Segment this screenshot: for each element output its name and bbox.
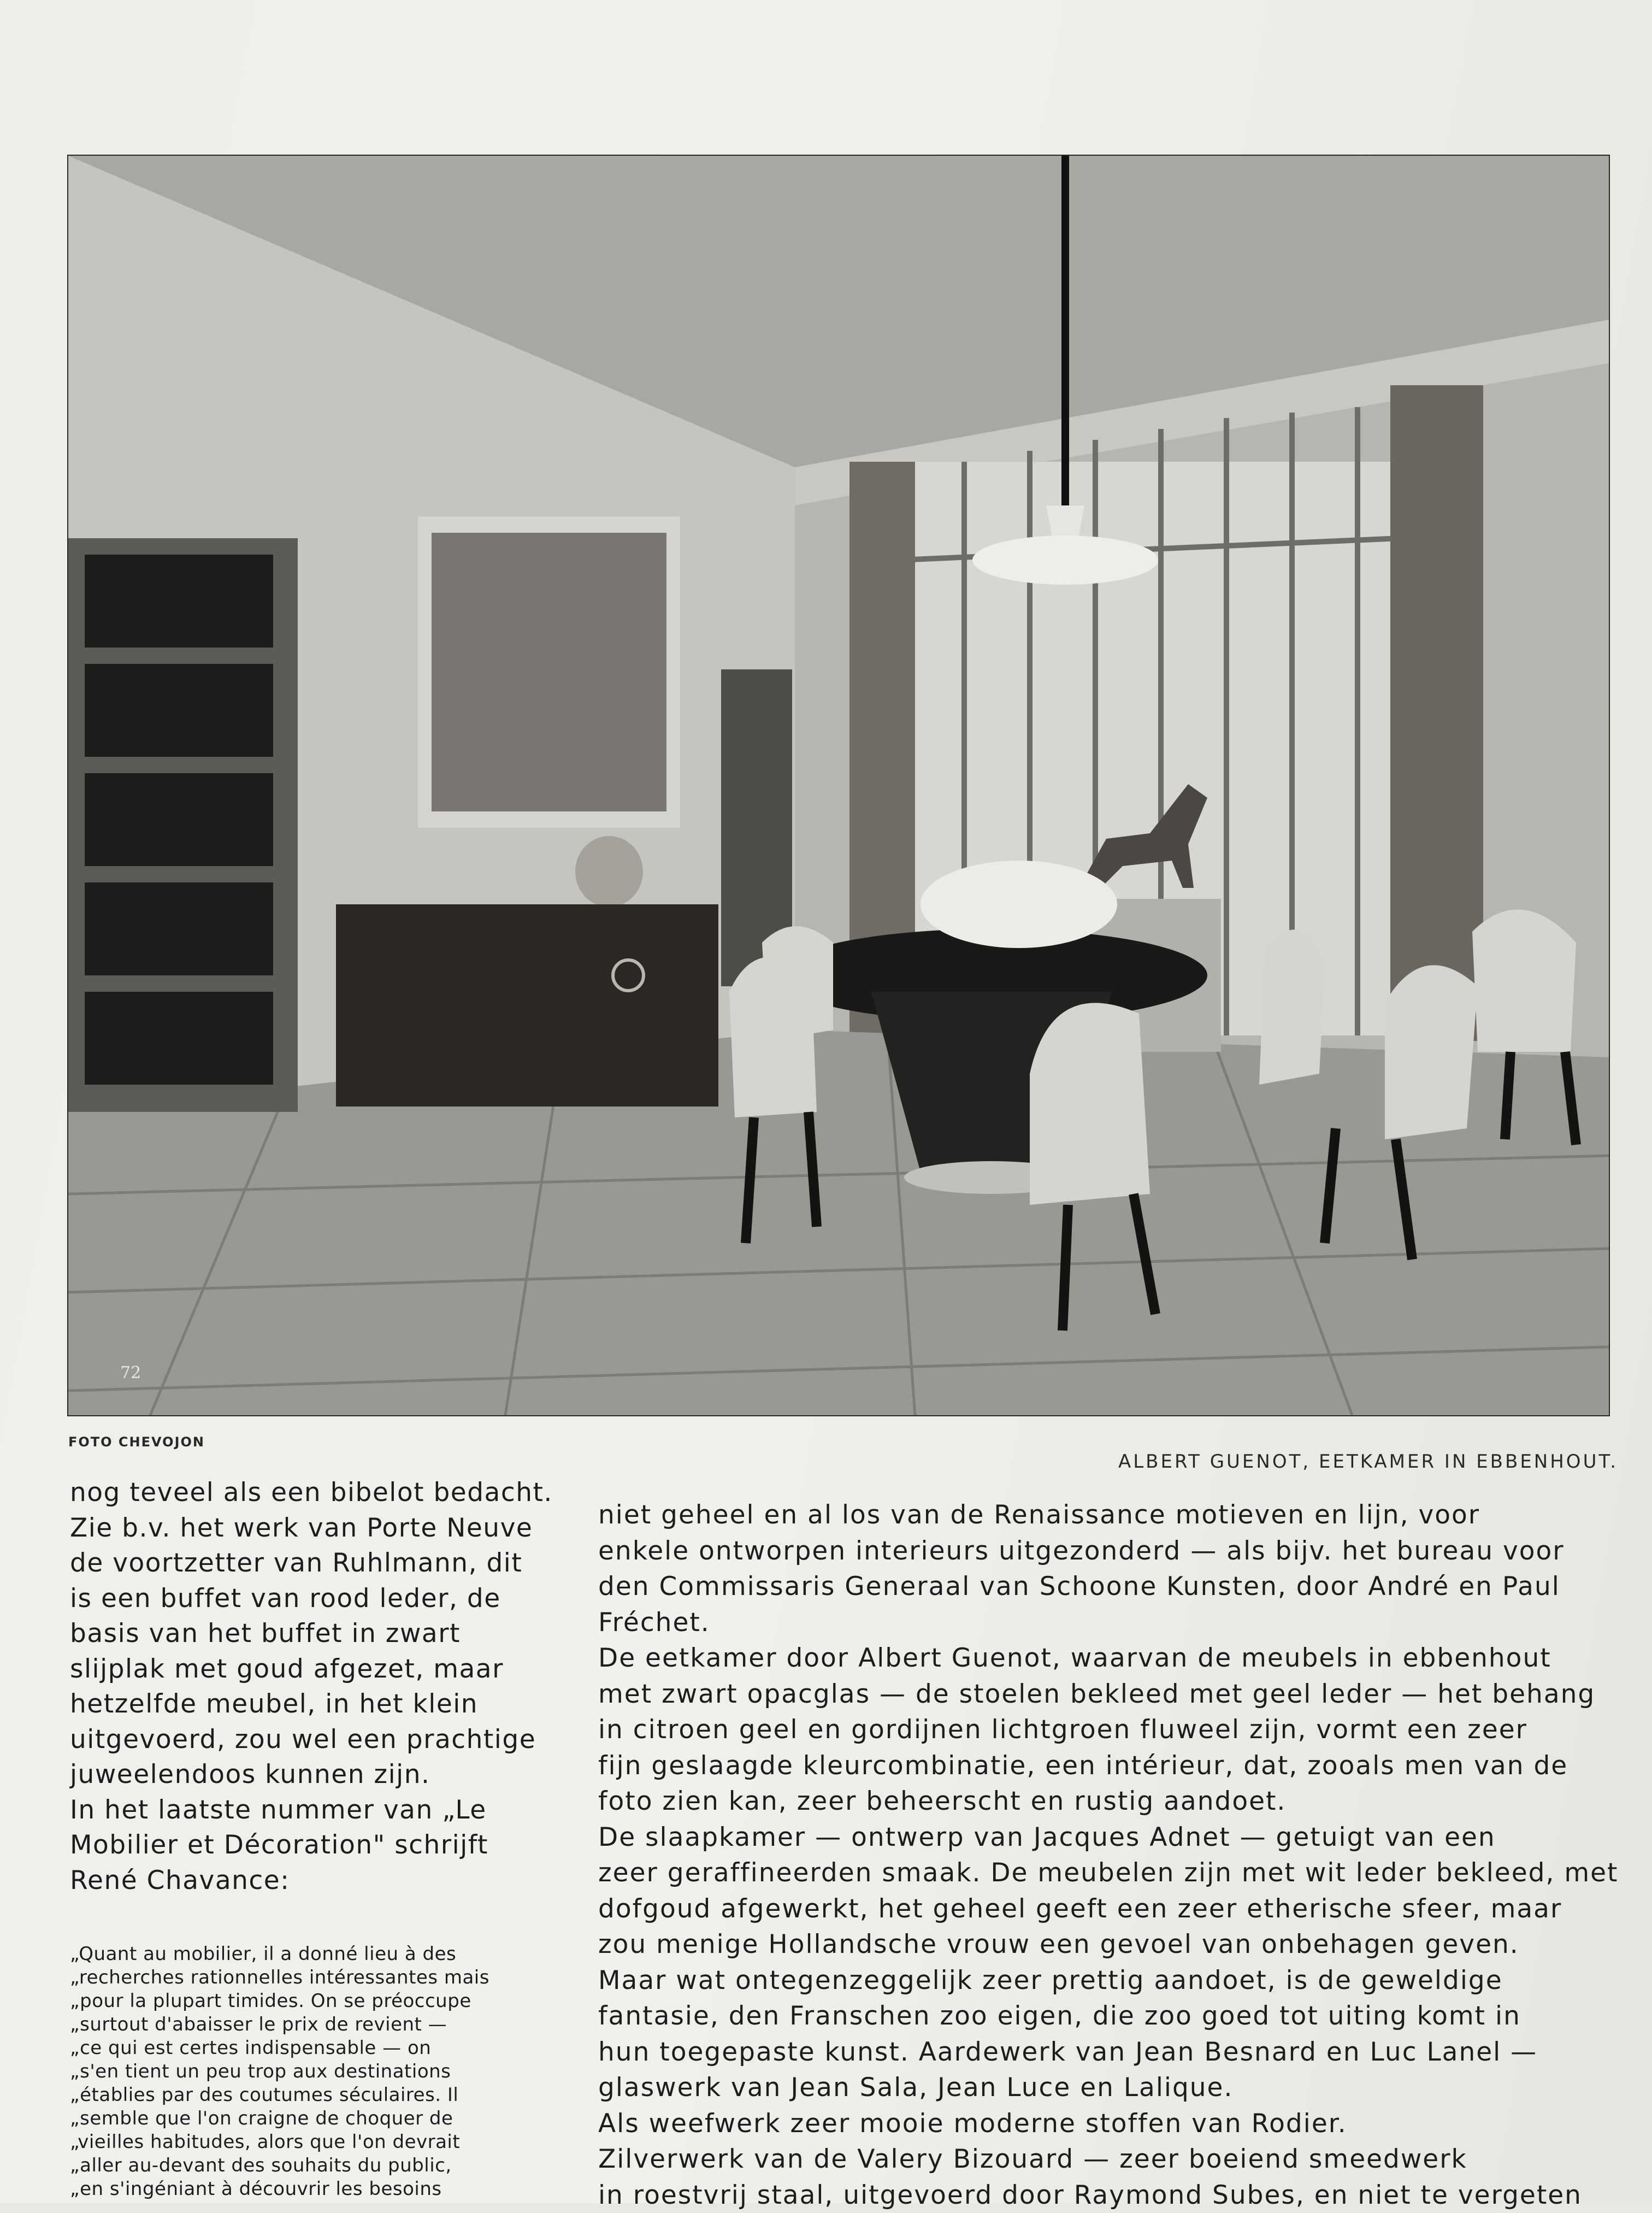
- quote-line: „surtout d'abaisser le prix de revient —: [70, 2013, 562, 2037]
- text-line: nog teveel als een bibelot bedacht.: [70, 1475, 559, 1511]
- quote-line: „vieilles habitudes, alors que l'on devrait: [70, 2130, 562, 2154]
- right-column-text: [598, 1497, 1614, 2213]
- french-quote: [70, 1943, 562, 2201]
- text-line: uitgevoerd, zou wel een prachtige: [70, 1722, 559, 1758]
- text-line: in citroen geel en gordijnen lichtgroen fluweel zijn, vormt een zeer: [598, 1712, 1614, 1748]
- text-line: Mobilier et Décoration" schrijft: [70, 1828, 559, 1863]
- text-line: fijn geslaagde kleurcombinatie, een intérieur, dat, zooals men van de: [598, 1748, 1614, 1784]
- quote-line: „recherches rationnelles intéressantes mais: [70, 1966, 562, 1990]
- text-line: glaswerk van Jean Sala, Jean Luce en Lalique.: [598, 2070, 1614, 2106]
- dining-room-photo-drawing: [68, 156, 1609, 1415]
- quote-line: „s'en tient un peu trop aux destinations: [70, 2060, 562, 2083]
- text-line: In het laatste nummer van „Le: [70, 1793, 559, 1828]
- text-line: fantasie, den Franschen zoo eigen, die zoo goed tot uiting komt in: [598, 1998, 1614, 2034]
- text-line: juweelendoos kunnen zijn.: [70, 1757, 559, 1793]
- text-line: De slaapkamer — ontwerp van Jacques Adnet — getuigt van een: [598, 1820, 1614, 1856]
- text-line: hun toegepaste kunst. Aardewerk van Jean Besnard en Luc Lanel —: [598, 2034, 1614, 2070]
- photo-caption: ALBERT GUENOT, EETKAMER IN EBBENHOUT.: [1118, 1451, 1618, 1473]
- text-line: de voortzetter van Ruhlmann, dit: [70, 1546, 559, 1581]
- text-line: den Commissaris Generaal van Schoone Kunsten, door André en Paul: [598, 1569, 1614, 1605]
- plate-number: 72: [120, 1363, 141, 1382]
- text-line: Maar wat ontegenzeggelijk zeer prettig aandoet, is de geweldige: [598, 1963, 1614, 1999]
- dining-room-photo: [68, 156, 1609, 1415]
- quote-line: „aller au-devant des souhaits du public,: [70, 2154, 562, 2177]
- text-line: Fréchet.: [598, 1605, 1614, 1641]
- text-line: Als weefwerk zeer mooie moderne stoffen van Rodier.: [598, 2106, 1614, 2142]
- text-line: Zilverwerk van de Valery Bizouard — zeer boeiend smeedwerk: [598, 2141, 1614, 2177]
- text-line: Zie b.v. het werk van Porte Neuve: [70, 1511, 559, 1546]
- photo-credit: FOTO CHEVOJON: [68, 1434, 205, 1450]
- quote-line: „en s'ingéniant à découvrir les besoins: [70, 2177, 562, 2201]
- text-line: zeer geraffineerden smaak. De meubelen zijn met wit leder bekleed, met: [598, 1855, 1614, 1891]
- text-line: dofgoud afgewerkt, het geheel geeft een zeer etherische sfeer, maar: [598, 1891, 1614, 1927]
- text-line: foto zien kan, zeer beheerscht en rustig aandoet.: [598, 1784, 1614, 1820]
- text-line: basis van het buffet in zwart: [70, 1616, 559, 1652]
- text-line: niet geheel en al los van de Renaissance motieven en lijn, voor: [598, 1497, 1614, 1533]
- left-column-text: [70, 1475, 559, 1898]
- text-line: hetzelfde meubel, in het klein: [70, 1687, 559, 1722]
- text-line: slijplak met goud afgezet, maar: [70, 1652, 559, 1687]
- text-line: De eetkamer door Albert Guenot, waarvan de meubels in ebbenhout: [598, 1640, 1614, 1676]
- quote-line: „pour la plupart timides. On se préoccupe: [70, 1990, 562, 2013]
- quote-line: „ce qui est certes indispensable — on: [70, 2037, 562, 2060]
- text-line: René Chavance:: [70, 1863, 559, 1899]
- text-line: zou menige Hollandsche vrouw een gevoel van onbehagen geven.: [598, 1927, 1614, 1963]
- quote-line: „Quant au mobilier, il a donné lieu à des: [70, 1943, 562, 1966]
- quote-line: „établies par des coutumes séculaires. Il: [70, 2083, 562, 2107]
- text-line: met zwart opacglas — de stoelen bekleed met geel leder — het behang: [598, 1676, 1614, 1712]
- text-line: in roestvrij staal, uitgevoerd door Raymond Subes, en niet te vergeten: [598, 2177, 1614, 2213]
- text-line: is een buffet van rood leder, de: [70, 1581, 559, 1617]
- text-line: enkele ontworpen interieurs uitgezonderd — als bijv. het bureau voor: [598, 1533, 1614, 1569]
- quote-line: „semble que l'on craigne de choquer de: [70, 2107, 562, 2130]
